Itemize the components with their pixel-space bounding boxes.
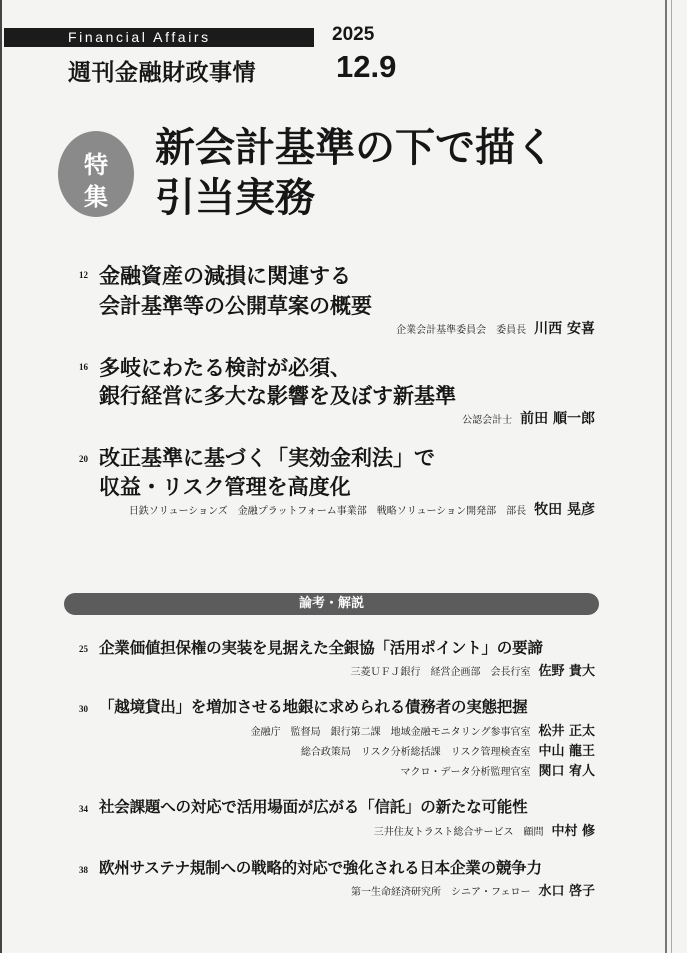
masthead-year: 2025 [332,24,375,45]
author-name: 中山 龍王 [538,744,595,759]
author-affiliation: 金融庁 監督局 銀行第二課 地域金融モニタリング参事官室 [250,727,531,738]
article-title-line-1: 多岐にわたる検討が必須、 [99,356,351,380]
section-header-bar [64,593,599,615]
essay-byline [301,740,595,759]
essay-byline [351,880,595,899]
author-affiliation: 三井住友トラスト総合サービス 顧問 [373,827,544,838]
author-name: 水口 啓子 [538,884,595,899]
article-title-line-1: 金融資産の減損に関連する [99,264,351,288]
essay-page-number: 38 [79,865,88,875]
article-page-number: 16 [79,362,88,372]
essay-byline [350,660,595,679]
author-name: 川西 安喜 [534,321,595,337]
article-title-line-2: 収益・リスク管理を高度化 [99,475,351,499]
author-name: 佐野 貴大 [538,664,595,679]
article-byline [129,499,595,519]
feature-badge-char-2: 集 [84,183,108,211]
author-name: 中村 修 [551,824,595,839]
page-right-edge [665,0,667,953]
essay-page-number: 25 [79,644,88,654]
essay-title: 「越境貸出」を増加させる地銀に求められる債務者の実態把握 [99,697,528,716]
feature-title-line-1: 新会計基準の下で描く [155,125,555,171]
masthead-english: Financial Affairs [68,29,211,45]
issue-number: 12.9 [336,49,397,84]
essay-byline [374,820,595,839]
article-page-number: 20 [79,454,88,464]
essay-title: 欧州サステナ規制への戦略的対応で強化される日本企業の競争力 [99,858,542,877]
author-affiliation: 企業会計基準委員会 委員長 [396,325,527,336]
essay-title: 社会課題への対応で活用場面が広がる「信託」の新たな可能性 [99,797,528,816]
feature-badge [58,131,134,217]
magazine-title: 週刊金融財政事情 [68,60,256,86]
author-affiliation: 総合政策局 リスク分析総括課 リスク管理検査室 [300,747,531,758]
feature-badge-char-1: 特 [84,151,108,179]
article-title-line-2: 銀行経営に多大な影響を及ぼす新基準 [99,384,456,408]
article-title-line-1: 改正基準に基づく「実効金利法」で [99,446,435,470]
article-title-line-2: 会計基準等の公開草案の概要 [99,294,372,318]
author-affiliation: マクロ・データ分析監理官室 [400,767,531,778]
author-affiliation: 日鉄ソリューションズ 金融プラットフォーム事業部 戦略ソリューション開発部 部長 [128,506,527,517]
article-byline [462,408,595,428]
essay-page-number: 34 [79,804,88,814]
author-affiliation: 第一生命経済研究所 シニア・フェロー [350,887,531,898]
author-affiliation: 公認会計士 [462,415,513,426]
author-name: 牧田 晃彦 [534,502,595,518]
essay-page-number: 30 [79,704,88,714]
author-affiliation: 三菱ＵＦＪ銀行 経営企画部 会長行室 [350,667,531,678]
page-right-edge-2 [671,0,672,953]
author-name: 関口 宥人 [538,764,595,779]
author-name: 松井 正太 [538,724,595,739]
page-left-edge [0,0,2,953]
feature-title-line-2: 引当実務 [155,175,315,221]
article-page-number: 12 [79,270,88,280]
essay-byline [400,760,595,779]
essay-byline [251,720,595,739]
author-name: 前田 順一郎 [520,411,595,427]
section-title: 論考・解説 [298,596,364,611]
article-byline [396,318,595,338]
essay-title: 企業価値担保権の実装を見据えた全銀協「活用ポイント」の要諦 [99,638,543,657]
